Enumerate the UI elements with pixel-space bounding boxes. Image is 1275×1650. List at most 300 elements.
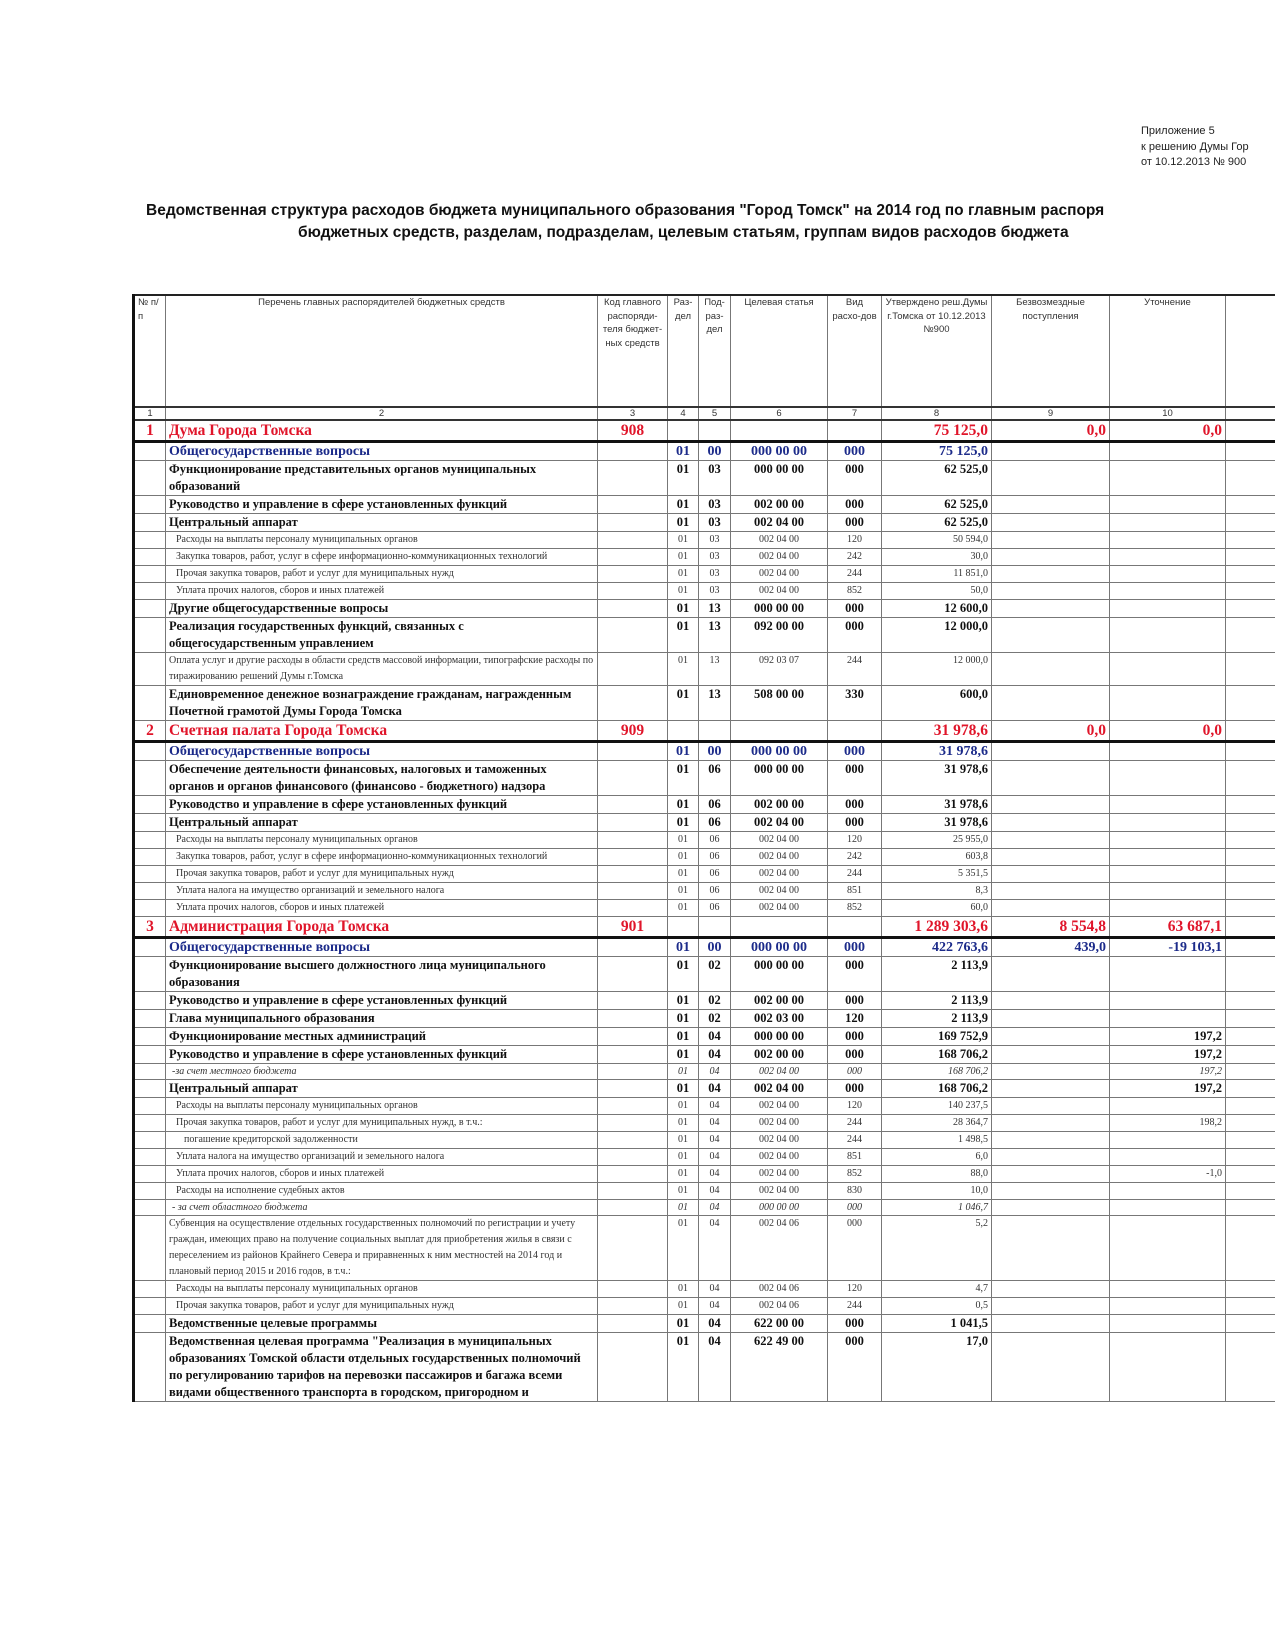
header-cell: Вид расхо-дов bbox=[828, 295, 882, 407]
clarification-amount bbox=[1110, 1149, 1226, 1166]
grant-amount bbox=[992, 532, 1110, 549]
clarification-amount bbox=[1110, 566, 1226, 583]
table-row bbox=[134, 514, 1275, 532]
row-name: Закупка товаров, работ, услуг в сфере информационно-коммуникационных технологий bbox=[166, 849, 598, 866]
grant-amount bbox=[992, 1166, 1110, 1183]
row-name: Реализация государственных функций, связанных с общегосударственным управлением bbox=[166, 618, 598, 653]
empty-cell bbox=[1226, 1183, 1275, 1200]
target-article: 002 04 00 bbox=[731, 866, 828, 883]
empty-cell bbox=[1226, 1166, 1275, 1183]
distributor-code bbox=[598, 442, 668, 461]
expense-type: 244 bbox=[828, 653, 882, 686]
row-index: 3 bbox=[134, 917, 166, 938]
distributor-code bbox=[598, 1046, 668, 1064]
row-index bbox=[134, 1064, 166, 1080]
section-code: 01 bbox=[668, 686, 699, 721]
column-number: 6 bbox=[731, 407, 828, 420]
column-number: 8 bbox=[882, 407, 992, 420]
row-name: Центральный аппарат bbox=[166, 814, 598, 832]
subsection-code: 13 bbox=[699, 653, 731, 686]
row-index bbox=[134, 814, 166, 832]
grant-amount bbox=[992, 1200, 1110, 1216]
row-name: Функционирование представительных органов муниципальных образований bbox=[166, 461, 598, 496]
column-number: 9 bbox=[992, 407, 1110, 420]
grant-amount bbox=[992, 832, 1110, 849]
clarification-amount bbox=[1110, 1183, 1226, 1200]
section-code: 01 bbox=[668, 1115, 699, 1132]
subsection-code: 02 bbox=[699, 992, 731, 1010]
subsection-code: 04 bbox=[699, 1098, 731, 1115]
distributor-code: 901 bbox=[598, 917, 668, 938]
empty-cell bbox=[1226, 957, 1275, 992]
table-row bbox=[134, 992, 1275, 1010]
grant-amount bbox=[992, 1298, 1110, 1315]
section-code: 01 bbox=[668, 618, 699, 653]
table-row bbox=[134, 832, 1275, 849]
target-article: 002 04 00 bbox=[731, 1115, 828, 1132]
distributor-code bbox=[598, 849, 668, 866]
subsection-code: 04 bbox=[699, 1281, 731, 1298]
approved-amount: 28 364,7 bbox=[882, 1115, 992, 1132]
empty-cell bbox=[1226, 1080, 1275, 1098]
approved-amount: 168 706,2 bbox=[882, 1064, 992, 1080]
subsection-code: 04 bbox=[699, 1132, 731, 1149]
row-name: Расходы на выплаты персоналу муниципальных органов bbox=[166, 1281, 598, 1298]
row-name: Прочая закупка товаров, работ и услуг для муниципальных нужд bbox=[166, 1298, 598, 1315]
row-name: Единовременное денежное вознаграждение гражданам, награжденным Почетной грамотой Думы Города Томска bbox=[166, 686, 598, 721]
distributor-code bbox=[598, 866, 668, 883]
distributor-code bbox=[598, 1149, 668, 1166]
grant-amount bbox=[992, 653, 1110, 686]
grant-amount bbox=[992, 686, 1110, 721]
grant-amount bbox=[992, 1064, 1110, 1080]
header-cell: Уточнение bbox=[1110, 295, 1226, 407]
expense-type: 000 bbox=[828, 796, 882, 814]
row-index bbox=[134, 1098, 166, 1115]
row-name: Другие общегосударственные вопросы bbox=[166, 600, 598, 618]
section-code: 01 bbox=[668, 1200, 699, 1216]
grant-amount bbox=[992, 992, 1110, 1010]
target-article: 000 00 00 bbox=[731, 1200, 828, 1216]
row-name: Прочая закупка товаров, работ и услуг для муниципальных нужд bbox=[166, 566, 598, 583]
row-name: Оплата услуг и другие расходы в области средств массовой информации, типографские расходы по тиражированию решений Думы г.Томска bbox=[166, 653, 598, 686]
header-cell bbox=[1226, 295, 1275, 407]
clarification-amount bbox=[1110, 496, 1226, 514]
row-index bbox=[134, 761, 166, 796]
subsection-code: 04 bbox=[699, 1216, 731, 1281]
row-index bbox=[134, 1028, 166, 1046]
grant-amount bbox=[992, 1315, 1110, 1333]
approved-amount: 422 763,6 bbox=[882, 938, 992, 957]
clarification-amount bbox=[1110, 742, 1226, 761]
expense-type bbox=[828, 420, 882, 442]
section-code: 01 bbox=[668, 761, 699, 796]
empty-cell bbox=[1226, 653, 1275, 686]
column-number: 2 bbox=[166, 407, 598, 420]
table-row bbox=[134, 866, 1275, 883]
department-row bbox=[134, 917, 1275, 938]
distributor-code: 908 bbox=[598, 420, 668, 442]
approved-amount: 169 752,9 bbox=[882, 1028, 992, 1046]
clarification-amount bbox=[1110, 992, 1226, 1010]
row-index bbox=[134, 496, 166, 514]
subsection-code: 02 bbox=[699, 1010, 731, 1028]
subsection-code: 00 bbox=[699, 742, 731, 761]
section-code: 01 bbox=[668, 1080, 699, 1098]
clarification-amount bbox=[1110, 1010, 1226, 1028]
row-name: Уплата налога на имущество организаций и земельного налога bbox=[166, 1149, 598, 1166]
expense-type: 000 bbox=[828, 938, 882, 957]
row-index bbox=[134, 900, 166, 917]
table-row bbox=[134, 549, 1275, 566]
section-code: 01 bbox=[668, 1028, 699, 1046]
clarification-amount bbox=[1110, 883, 1226, 900]
grant-amount bbox=[992, 1216, 1110, 1281]
distributor-code bbox=[598, 514, 668, 532]
table-row bbox=[134, 957, 1275, 992]
row-name: Расходы на исполнение судебных актов bbox=[166, 1183, 598, 1200]
expense-type: 830 bbox=[828, 1183, 882, 1200]
row-name: Закупка товаров, работ, услуг в сфере информационно-коммуникационных технологий bbox=[166, 549, 598, 566]
section-code: 01 bbox=[668, 1098, 699, 1115]
appendix-line-1: Приложение 5 bbox=[1141, 125, 1215, 137]
empty-cell bbox=[1226, 1216, 1275, 1281]
approved-amount: 4,7 bbox=[882, 1281, 992, 1298]
expense-type: 000 bbox=[828, 1080, 882, 1098]
department-row bbox=[134, 420, 1275, 442]
grant-amount bbox=[992, 514, 1110, 532]
clarification-amount bbox=[1110, 686, 1226, 721]
distributor-code bbox=[598, 1200, 668, 1216]
clarification-amount: 0,0 bbox=[1110, 721, 1226, 742]
empty-cell bbox=[1226, 514, 1275, 532]
clarification-amount: 197,2 bbox=[1110, 1028, 1226, 1046]
distributor-code bbox=[598, 583, 668, 600]
empty-cell bbox=[1226, 992, 1275, 1010]
distributor-code bbox=[598, 1333, 668, 1402]
subsection-code: 04 bbox=[699, 1080, 731, 1098]
section-code: 01 bbox=[668, 1132, 699, 1149]
section-code: 01 bbox=[668, 442, 699, 461]
subsection-code: 06 bbox=[699, 761, 731, 796]
table-row bbox=[134, 849, 1275, 866]
subsection-code: 04 bbox=[699, 1200, 731, 1216]
section-code: 01 bbox=[668, 1010, 699, 1028]
row-name: Уплата налога на имущество организаций и земельного налога bbox=[166, 883, 598, 900]
row-name: Расходы на выплаты персоналу муниципальных органов bbox=[166, 832, 598, 849]
header-cell: Утверждено реш.Думы г.Томска от 10.12.2013 №900 bbox=[882, 295, 992, 407]
subsection-code: 03 bbox=[699, 583, 731, 600]
target-article: 002 04 06 bbox=[731, 1216, 828, 1281]
row-index bbox=[134, 1200, 166, 1216]
subsection-code: 04 bbox=[699, 1149, 731, 1166]
approved-amount: 62 525,0 bbox=[882, 496, 992, 514]
table-row bbox=[134, 1098, 1275, 1115]
clarification-amount bbox=[1110, 1298, 1226, 1315]
row-index bbox=[134, 1281, 166, 1298]
subsection-code: 06 bbox=[699, 832, 731, 849]
grant-amount bbox=[992, 761, 1110, 796]
empty-cell bbox=[1226, 1149, 1275, 1166]
row-index bbox=[134, 938, 166, 957]
expense-type: 000 bbox=[828, 814, 882, 832]
row-index bbox=[134, 832, 166, 849]
grant-amount bbox=[992, 1333, 1110, 1402]
empty-cell bbox=[1226, 1298, 1275, 1315]
row-name: Общегосударственные вопросы bbox=[166, 938, 598, 957]
row-index bbox=[134, 1315, 166, 1333]
distributor-code bbox=[598, 1298, 668, 1315]
approved-amount: 5 351,5 bbox=[882, 866, 992, 883]
empty-cell bbox=[1226, 938, 1275, 957]
row-name: Руководство и управление в сфере установленных функций bbox=[166, 1046, 598, 1064]
row-index bbox=[134, 1333, 166, 1402]
approved-amount: 17,0 bbox=[882, 1333, 992, 1402]
table-row bbox=[134, 566, 1275, 583]
distributor-code bbox=[598, 957, 668, 992]
subsection-code: 06 bbox=[699, 849, 731, 866]
subsection-code: 13 bbox=[699, 686, 731, 721]
column-number-row bbox=[134, 407, 1275, 420]
expense-type: 244 bbox=[828, 1298, 882, 1315]
approved-amount: 12 600,0 bbox=[882, 600, 992, 618]
row-name: Руководство и управление в сфере установленных функций bbox=[166, 496, 598, 514]
clarification-amount: 63 687,1 bbox=[1110, 917, 1226, 938]
target-article: 002 04 00 bbox=[731, 832, 828, 849]
approved-amount: 50 594,0 bbox=[882, 532, 992, 549]
clarification-amount bbox=[1110, 900, 1226, 917]
expense-type bbox=[828, 721, 882, 742]
approved-amount: 88,0 bbox=[882, 1166, 992, 1183]
row-name: Общегосударственные вопросы bbox=[166, 442, 598, 461]
subsection-code: 06 bbox=[699, 900, 731, 917]
clarification-amount bbox=[1110, 532, 1226, 549]
empty-cell bbox=[1226, 814, 1275, 832]
approved-amount: 31 978,6 bbox=[882, 742, 992, 761]
section-code: 01 bbox=[668, 1046, 699, 1064]
row-name: Руководство и управление в сфере установленных функций bbox=[166, 796, 598, 814]
section-code: 01 bbox=[668, 883, 699, 900]
grant-amount bbox=[992, 1098, 1110, 1115]
approved-amount: 31 978,6 bbox=[882, 721, 992, 742]
table-row bbox=[134, 686, 1275, 721]
row-index bbox=[134, 849, 166, 866]
section-code: 01 bbox=[668, 1216, 699, 1281]
row-name: Расходы на выплаты персоналу муниципальных органов bbox=[166, 1098, 598, 1115]
row-name: Дума Города Томска bbox=[166, 420, 598, 442]
row-name: Расходы на выплаты персоналу муниципальных органов bbox=[166, 532, 598, 549]
empty-cell bbox=[1226, 761, 1275, 796]
section-code: 01 bbox=[668, 566, 699, 583]
distributor-code bbox=[598, 814, 668, 832]
grant-amount: 0,0 bbox=[992, 721, 1110, 742]
row-name: Субвенция на осуществление отдельных государственных полномочий по регистрации и учету граждан, имеющих право на получение социальных выплат для приобретения жилья в связи с переселением из районов Крайнего Севера и приравненных к ним местностей на 2014 год и плановый период 2015 и 2016 годов, в т.ч.: bbox=[166, 1216, 598, 1281]
section-code: 01 bbox=[668, 549, 699, 566]
table-row bbox=[134, 1132, 1275, 1149]
section-code: 01 bbox=[668, 1183, 699, 1200]
expense-type: 244 bbox=[828, 866, 882, 883]
row-index bbox=[134, 566, 166, 583]
empty-cell bbox=[1226, 686, 1275, 721]
empty-cell bbox=[1226, 721, 1275, 742]
approved-amount: 31 978,6 bbox=[882, 796, 992, 814]
approved-amount: 168 706,2 bbox=[882, 1046, 992, 1064]
section-code: 01 bbox=[668, 957, 699, 992]
table-row bbox=[134, 600, 1275, 618]
distributor-code bbox=[598, 883, 668, 900]
grant-amount bbox=[992, 849, 1110, 866]
expense-type: 000 bbox=[828, 1315, 882, 1333]
row-name: Уплата прочих налогов, сборов и иных платежей bbox=[166, 1166, 598, 1183]
distributor-code bbox=[598, 832, 668, 849]
empty-cell bbox=[1226, 866, 1275, 883]
table-row bbox=[134, 1149, 1275, 1166]
expense-type: 851 bbox=[828, 1149, 882, 1166]
column-number: 1 bbox=[134, 407, 166, 420]
expense-type: 000 bbox=[828, 1064, 882, 1080]
distributor-code bbox=[598, 1132, 668, 1149]
empty-cell bbox=[1226, 849, 1275, 866]
approved-amount: 1 498,5 bbox=[882, 1132, 992, 1149]
header-cell: Перечень главных распорядителей бюджетных средств bbox=[166, 295, 598, 407]
table-row bbox=[134, 883, 1275, 900]
grant-amount bbox=[992, 900, 1110, 917]
subsection-code: 04 bbox=[699, 1115, 731, 1132]
row-index: 2 bbox=[134, 721, 166, 742]
subsection-code bbox=[699, 420, 731, 442]
target-article: 508 00 00 bbox=[731, 686, 828, 721]
empty-cell bbox=[1226, 742, 1275, 761]
section-code: 01 bbox=[668, 532, 699, 549]
section-code: 01 bbox=[668, 514, 699, 532]
section-code bbox=[668, 420, 699, 442]
column-number: 7 bbox=[828, 407, 882, 420]
row-index bbox=[134, 1132, 166, 1149]
table-row bbox=[134, 653, 1275, 686]
distributor-code bbox=[598, 938, 668, 957]
table-row bbox=[134, 1298, 1275, 1315]
expense-type: 242 bbox=[828, 849, 882, 866]
empty-cell bbox=[1226, 917, 1275, 938]
target-article: 002 04 00 bbox=[731, 1149, 828, 1166]
header-cell: Целевая статья bbox=[731, 295, 828, 407]
target-article: 002 04 00 bbox=[731, 849, 828, 866]
target-article: 002 04 00 bbox=[731, 1080, 828, 1098]
expense-type: 000 bbox=[828, 442, 882, 461]
clarification-amount bbox=[1110, 461, 1226, 496]
empty-cell bbox=[1226, 532, 1275, 549]
target-article: 002 04 00 bbox=[731, 1064, 828, 1080]
grant-amount bbox=[992, 442, 1110, 461]
approved-amount: 50,0 bbox=[882, 583, 992, 600]
expense-type: 120 bbox=[828, 1010, 882, 1028]
appendix-line-3: от 10.12.2013 № 900 bbox=[1141, 156, 1247, 168]
table-row bbox=[134, 496, 1275, 514]
section-row bbox=[134, 742, 1275, 761]
distributor-code bbox=[598, 1166, 668, 1183]
approved-amount: 8,3 bbox=[882, 883, 992, 900]
grant-amount: 0,0 bbox=[992, 420, 1110, 442]
approved-amount: 0,5 bbox=[882, 1298, 992, 1315]
subsection-code: 04 bbox=[699, 1046, 731, 1064]
table-row bbox=[134, 1183, 1275, 1200]
subsection-code: 04 bbox=[699, 1333, 731, 1402]
row-index bbox=[134, 742, 166, 761]
row-index bbox=[134, 796, 166, 814]
section-code: 01 bbox=[668, 900, 699, 917]
clarification-amount bbox=[1110, 1333, 1226, 1402]
subsection-code: 03 bbox=[699, 549, 731, 566]
grant-amount bbox=[992, 1183, 1110, 1200]
target-article: 000 00 00 bbox=[731, 761, 828, 796]
approved-amount: 2 113,9 bbox=[882, 992, 992, 1010]
expense-type: 000 bbox=[828, 1216, 882, 1281]
distributor-code bbox=[598, 1216, 668, 1281]
target-article: 002 04 00 bbox=[731, 814, 828, 832]
row-name: Центральный аппарат bbox=[166, 1080, 598, 1098]
approved-amount: 603,8 bbox=[882, 849, 992, 866]
section-code: 01 bbox=[668, 832, 699, 849]
target-article: 002 04 06 bbox=[731, 1281, 828, 1298]
target-article bbox=[731, 420, 828, 442]
table-row bbox=[134, 1010, 1275, 1028]
row-index bbox=[134, 883, 166, 900]
table-row bbox=[134, 1315, 1275, 1333]
target-article: 002 04 00 bbox=[731, 549, 828, 566]
target-article: 000 00 00 bbox=[731, 461, 828, 496]
subsection-code: 04 bbox=[699, 1315, 731, 1333]
clarification-amount: -1,0 bbox=[1110, 1166, 1226, 1183]
approved-amount: 62 525,0 bbox=[882, 514, 992, 532]
clarification-amount bbox=[1110, 1216, 1226, 1281]
clarification-amount: 0,0 bbox=[1110, 420, 1226, 442]
title-line-1: Ведомственная структура расходов бюджета муниципального образования "Город Томск" на 2014 год по главным распоря bbox=[146, 202, 1105, 219]
approved-amount: 6,0 bbox=[882, 1149, 992, 1166]
approved-amount: 11 851,0 bbox=[882, 566, 992, 583]
distributor-code bbox=[598, 653, 668, 686]
distributor-code bbox=[598, 1115, 668, 1132]
empty-cell bbox=[1226, 1200, 1275, 1216]
clarification-amount bbox=[1110, 618, 1226, 653]
distributor-code bbox=[598, 992, 668, 1010]
section-code: 01 bbox=[668, 796, 699, 814]
expense-type: 244 bbox=[828, 566, 882, 583]
expense-type: 120 bbox=[828, 1281, 882, 1298]
distributor-code bbox=[598, 686, 668, 721]
approved-amount: 168 706,2 bbox=[882, 1080, 992, 1098]
empty-cell bbox=[1226, 1064, 1275, 1080]
empty-cell bbox=[1226, 583, 1275, 600]
grant-amount bbox=[992, 496, 1110, 514]
row-index bbox=[134, 992, 166, 1010]
column-number bbox=[1226, 407, 1275, 420]
expense-type: 852 bbox=[828, 900, 882, 917]
approved-amount: 25 955,0 bbox=[882, 832, 992, 849]
expense-type: 000 bbox=[828, 618, 882, 653]
target-article: 002 04 00 bbox=[731, 883, 828, 900]
distributor-code bbox=[598, 1064, 668, 1080]
distributor-code bbox=[598, 1183, 668, 1200]
table-header-row bbox=[134, 295, 1275, 407]
empty-cell bbox=[1226, 1132, 1275, 1149]
header-cell: Безвозмездные поступления bbox=[992, 295, 1110, 407]
table-row bbox=[134, 1080, 1275, 1098]
row-name: Уплата прочих налогов, сборов и иных платежей bbox=[166, 900, 598, 917]
table-row bbox=[134, 1064, 1275, 1080]
distributor-code: 909 bbox=[598, 721, 668, 742]
empty-cell bbox=[1226, 600, 1275, 618]
empty-cell bbox=[1226, 461, 1275, 496]
